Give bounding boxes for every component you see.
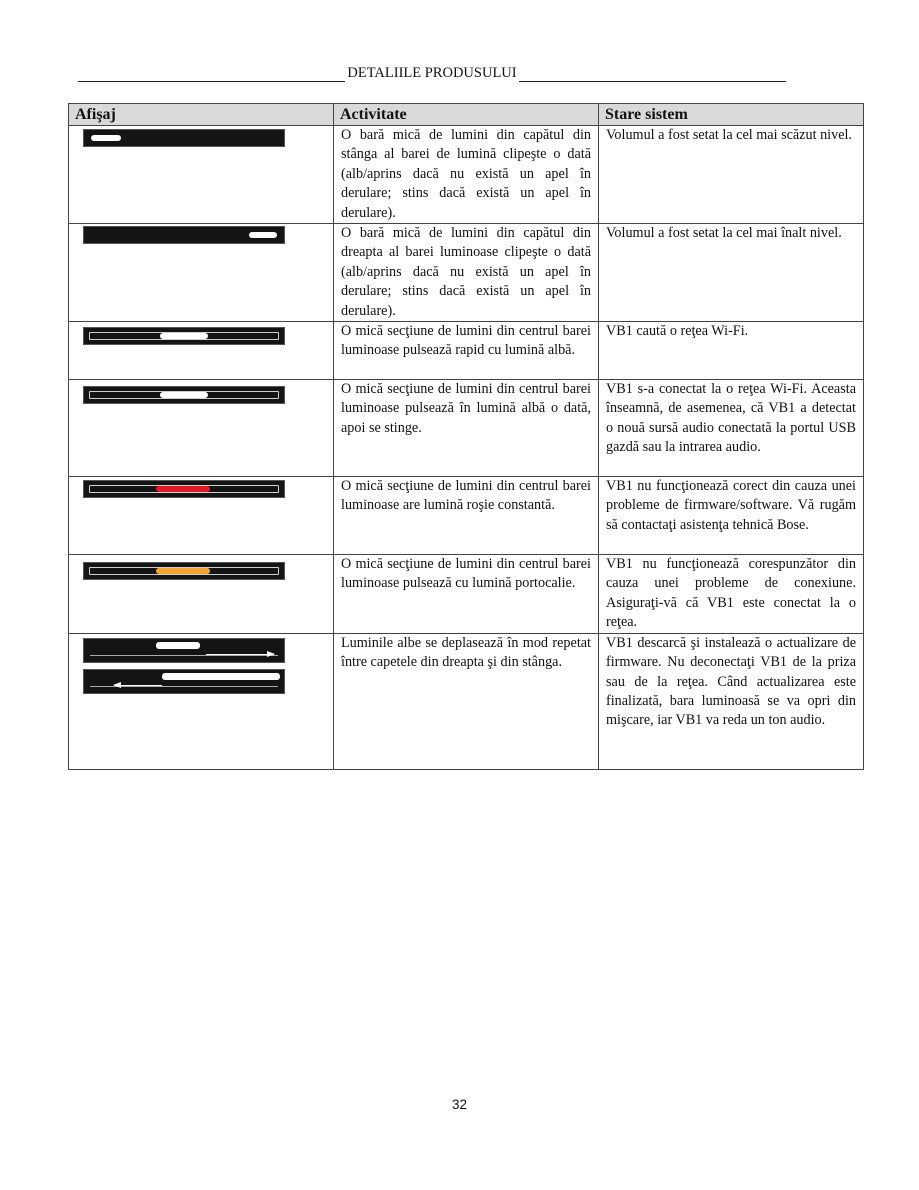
wifi-searching-indicator [84,328,284,344]
arrow-right-icon [206,654,274,655]
status-cell: VB1 nu funcţionează corect din cauza unei probleme de firmware/software. Vă rugăm să contactaţi asistenţa tehnică Bose. [599,477,864,555]
volume-low-indicator [84,130,284,146]
display-cell [69,555,334,634]
page-header [78,64,786,82]
column-header-status: Stare sistem [599,104,864,126]
table-row [69,224,864,322]
display-cell [69,126,334,224]
firmware-update-indicator-right [84,639,284,662]
header-rule-right [519,67,786,82]
table-row [69,322,864,380]
error-red-indicator [84,481,284,497]
display-cell [69,380,334,477]
activity-cell: Luminile albe se deplasează în mod repetat între capetele din dreapta şi din stânga. [334,633,599,769]
activity-cell: O mică secţiune de lumini din centrul barei luminoase pulsează rapid cu lumină albă. [334,322,599,380]
status-cell: VB1 caută o reţea Wi-Fi. [599,322,864,380]
light-segment [156,486,210,492]
light-bar-status-table [68,103,864,770]
light-segment [156,642,200,649]
light-segment [249,232,277,238]
table-row [69,555,864,634]
table-row [69,380,864,477]
status-cell: VB1 descarcă şi instalează o actualizare de firmware. Nu deconectaţi VB1 de la priza sau de la reţea. Când actualizarea este finalizată, bara luminoasă se va opri din mişcare, iar VB1 va reda un ton audio. [599,633,864,769]
light-track [90,655,278,656]
firmware-update-indicator-left [84,670,284,693]
light-segment [91,135,121,141]
display-cell [69,322,334,380]
header-title: DETALIILE PRODUSULUI [347,65,517,81]
status-cell: VB1 s-a conectat la o reţea Wi-Fi. Aceasta înseamnă, de asemenea, că VB1 a detectat o nouă sursă audio conectată la portul USB gazdă sau la intrarea audio. [599,380,864,477]
activity-cell: O bară mică de lumini din capătul din stânga al barei de lumină clipeşte o dată (alb/aprins dacă nu există un apel în derulare; stins dacă există un apel în derulare). [334,126,599,224]
arrow-left-icon [114,685,162,686]
page-number: 32 [451,1097,468,1112]
light-segment [156,568,210,574]
light-segment [160,333,208,339]
table-row [69,126,864,224]
column-header-activity: Activitate [334,104,599,126]
table-header-row [69,104,864,126]
activity-cell: O bară mică de lumini din capătul din dreapta al barei luminoase clipeşte o dată (alb/aprins dacă nu există un apel în derulare; stins dacă există un apel în derulare). [334,224,599,322]
activity-cell: O mică secţiune de lumini din centrul barei luminoase pulsează în lumină albă o dată, apoi se stinge. [334,380,599,477]
table-row [69,477,864,555]
status-cell: VB1 nu funcţionează corespunzător din cauza unei probleme de conexiune. Asiguraţi-vă că VB1 este conectat la o reţea. [599,555,864,634]
column-header-display: Afişaj [69,104,334,126]
display-cell [69,224,334,322]
display-cell [69,633,334,769]
connection-amber-indicator [84,563,284,579]
display-cell [69,477,334,555]
activity-cell: O mică secţiune de lumini din centrul barei luminoase pulsează cu lumină portocalie. [334,555,599,634]
status-cell: Volumul a fost setat la cel mai scăzut nivel. [599,126,864,224]
table-row [69,633,864,769]
activity-cell: O mică secţiune de lumini din centrul barei luminoase are lumină roşie constantă. [334,477,599,555]
volume-high-indicator [84,227,284,243]
header-rule-left [78,67,345,82]
status-cell: Volumul a fost setat la cel mai înalt nivel. [599,224,864,322]
light-segment [160,392,208,398]
wifi-connected-indicator [84,387,284,403]
light-segment [162,673,280,680]
